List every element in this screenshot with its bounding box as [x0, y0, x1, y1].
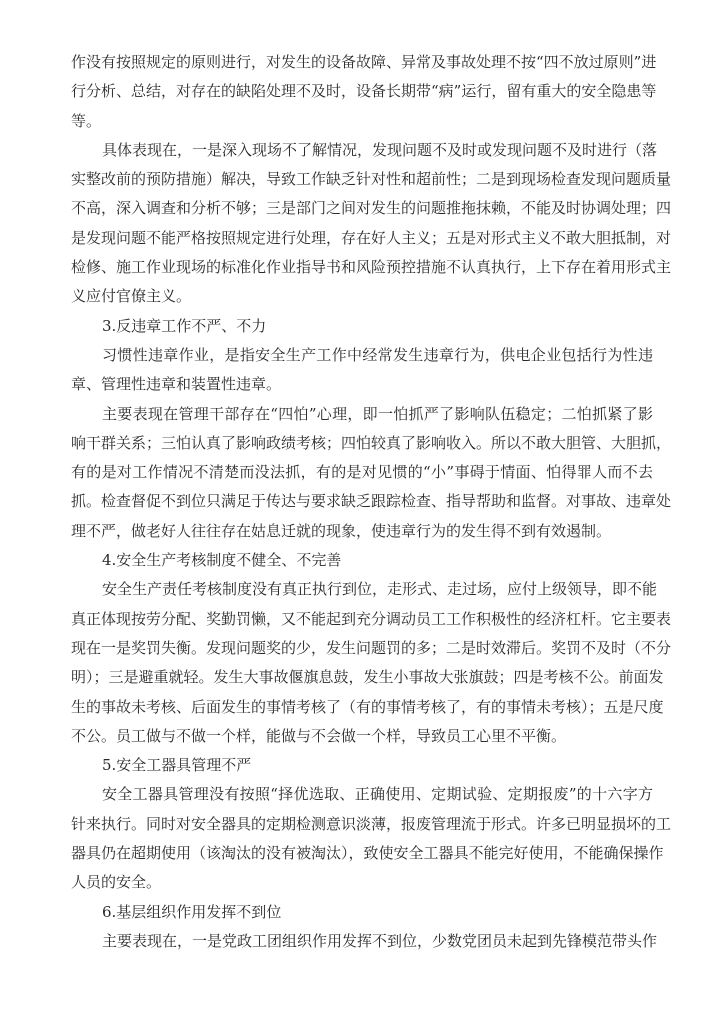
text-line: 章、管理性违章和装置性违章。 — [71, 375, 282, 394]
text-line: 行分析、总结，对存在的缺陷处理不及时，设备长期带“病”运行，留有重大的安全隐患等 — [71, 82, 657, 101]
text-line: 实整改前的预防措施）解决，导致工作缺乏针对性和超前性；二是到现场检查发现问题质量 — [71, 170, 672, 189]
text-line: 4.安全生产考核制度不健全、不完善 — [102, 551, 342, 570]
text-line: 人员的安全。 — [71, 873, 162, 892]
text-line: 现在一是奖罚失衡。发现问题奖的少，发生问题罚的多；二是时效滞后。奖罚不及时（不分 — [71, 638, 672, 657]
text-line: 响干群关系；三怕认真了影响政绩考核；四怕较真了影响收入。所以不敢大胆管、大胆抓， — [71, 433, 672, 452]
text-line: 理不严，做老好人往往存在姑息迁就的现象，使违章行为的发生得不到有效遏制。 — [71, 521, 612, 540]
paragraph — [71, 400, 672, 546]
text-line: 抓。检查督促不到位只满足于传达与要求缺乏跟踪检查、指导帮助和监督。对事故、违章处 — [71, 492, 672, 511]
text-line: 主要表现在，一是党政工团组织作用发挥不到位，少数党团员未起到先锋模范带头作 — [102, 931, 658, 950]
section-heading — [71, 546, 653, 575]
paragraph — [71, 48, 657, 136]
text-line: 义应付官僚主义。 — [71, 287, 192, 306]
text-line: 等。 — [71, 111, 102, 130]
section-heading — [71, 312, 653, 341]
text-line: 安全生产责任考核制度没有真正执行到位，走形式、走过场，应付上级领导，即不能 — [102, 580, 658, 599]
section-heading — [71, 898, 653, 927]
text-line: 不高，深入调查和分析不够；三是部门之间对发生的问题推拖抹赖，不能及时协调处理；四 — [71, 199, 672, 218]
text-line: 生的事故未考核、后面发生的事情考核了（有的事情考核了，有的事情未考核）；五是尺度 — [71, 697, 664, 716]
paragraph — [71, 780, 672, 897]
text-line: 有的是对工作情况不清楚而没法抓，有的是对见惯的“小”事碍于情面、怕得罪人而不去 — [71, 463, 653, 482]
text-line: 明）；三是避重就轻。发生大事故偃旗息鼓，发生小事故大张旗鼓；四是考核不公。前面发 — [71, 668, 664, 687]
text-line: 器具仍在超期使用（该淘汰的没有被淘汰），致使安全工器具不能完好使用，不能确保操作 — [71, 844, 664, 863]
text-line: 是发现问题不能严格按照规定进行处理，存在好人主义；五是对形式主义不敢大胆抵制，对 — [71, 228, 672, 247]
text-line: 5.安全工器具管理不严 — [102, 756, 252, 775]
text-line: 安全工器具管理没有按照“择优选取、正确使用、定期试验、定期报废”的十六字方 — [102, 785, 653, 804]
text-line: 不公。员工做与不做一个样，能做与不会做一个样，导致员工心里不平衡。 — [71, 726, 567, 745]
paragraph — [71, 927, 658, 956]
document-page — [71, 48, 672, 956]
text-line: 作没有按照规定的原则进行，对发生的设备故障、异常及事故处理不按“四不放过原则”进 — [71, 53, 657, 71]
text-line: 3.反违章工作不严、不力 — [102, 316, 267, 335]
paragraph — [71, 136, 672, 312]
paragraph — [71, 341, 653, 400]
text-line: 主要表现在管理干部存在“四怕”心理，即一怕抓严了影响队伍稳定；二怕抓紧了影 — [102, 404, 653, 423]
text-line: 针来执行。同时对安全器具的定期检测意识淡薄，报废管理流于形式。许多已明显损坏的工 — [71, 814, 672, 833]
paragraph — [71, 575, 672, 751]
text-line: 习惯性违章作业，是指安全生产工作中经常发生违章行为，供电企业包括行为性违 — [102, 345, 653, 364]
text-line: 具体表现在，一是深入现场不了解情况，发现问题不及时或发现问题不及时进行（落 — [102, 140, 658, 159]
text-line: 6.基层组织作用发挥不到位 — [102, 902, 282, 921]
text-line: 真正体现按劳分配、奖勤罚懒，又不能起到充分调动员工工作积极性的经济杠杆。它主要表 — [71, 609, 672, 628]
text-line: 检修、施工作业现场的标准化作业指导书和风险预控措施不认真执行，上下存在着用形式主 — [71, 258, 672, 277]
section-heading — [71, 751, 653, 780]
